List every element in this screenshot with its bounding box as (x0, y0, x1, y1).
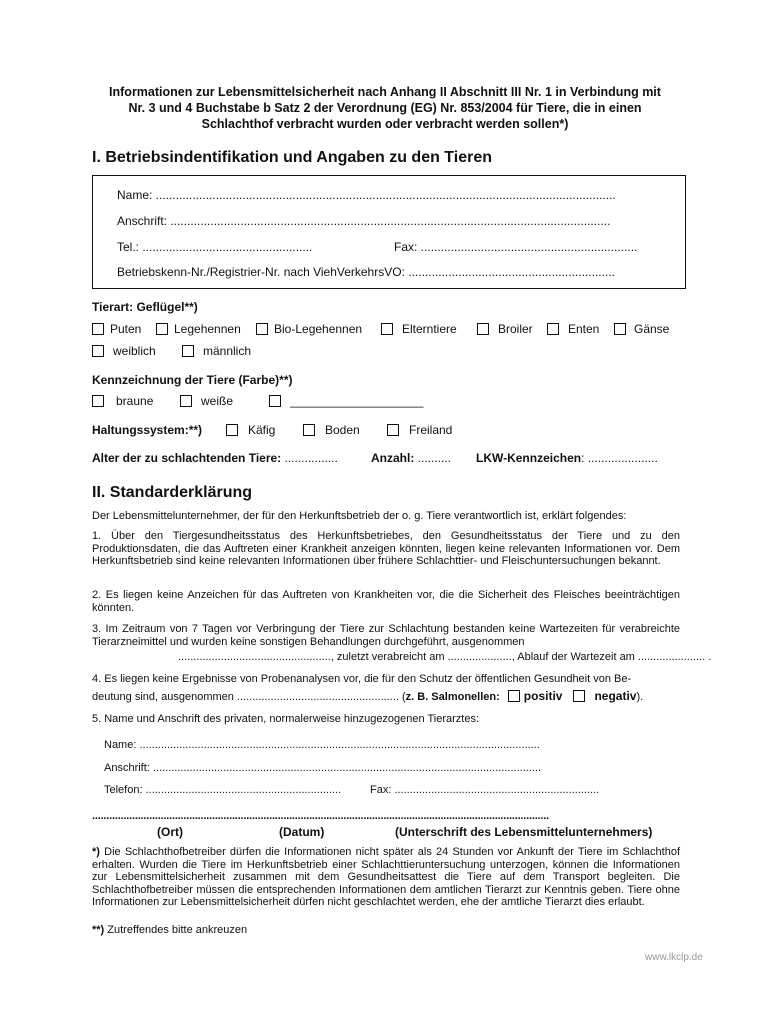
haltung-option-boden[interactable]: Boden (303, 423, 360, 437)
doc-title-line-3: Schlachthof verbracht wurden oder verbracht werden sollen*) (201, 117, 569, 131)
ort-label: (Ort) (157, 825, 183, 839)
datum-label: (Datum) (279, 825, 325, 839)
statement-4-line-1: 4. Es liegen keine Ergebnisse von Probenanalysen vor, die für den Schutz der öffentlichen Gesundheit von Be- (92, 673, 632, 685)
anschrift-field[interactable]: Anschrift: .................................................................................................................................... (117, 214, 611, 228)
salmonellen-negativ-checkbox[interactable] (573, 690, 585, 702)
footnote-2: **) Zutreffendes bitte ankreuzen (92, 924, 248, 936)
statement-3: 3. Im Zeitraum von 7 Tagen vor Verbringung der Tiere zur Schlachtung bestanden keine Wartezeiten für verabreichte Tierarzneimittel und wurden keine sonstigen Behandlungen durchgeführt, ausgenommen (92, 623, 680, 648)
checkbox-icon (180, 395, 192, 407)
checkbox-icon (477, 323, 489, 335)
vet-anschrift-field[interactable]: Anschrift: ............................................................................................................................... (104, 762, 542, 774)
section-1-heading: I. Betriebsindentifikation und Angaben zu den Tieren (92, 149, 493, 166)
checkbox-icon (547, 323, 559, 335)
kennzeichnung-option-other[interactable]: ____________________ (269, 394, 423, 408)
sex-option-weiblich[interactable]: weiblich (92, 344, 156, 358)
statement-3-fields[interactable]: .................................................., zuletzt verabreicht am ....................., Ablauf der Wartezeit am ...................... . (178, 651, 712, 663)
checkbox-icon (92, 395, 104, 407)
checkbox-icon (226, 424, 238, 436)
haltung-label: Haltungssystem:**) (92, 423, 203, 437)
tierart-option-puten[interactable]: Puten (92, 322, 141, 336)
tierart-option-enten[interactable]: Enten (547, 322, 599, 336)
checkbox-icon (256, 323, 268, 335)
section-2-heading: II. Standarderklärung (92, 484, 253, 501)
checkbox-icon (156, 323, 168, 335)
haltung-option-freiland[interactable]: Freiland (387, 423, 452, 437)
checkbox-icon (387, 424, 399, 436)
tierart-option-broiler[interactable]: Broiler (477, 322, 533, 336)
kennzeichnung-option-braune[interactable]: braune (92, 394, 153, 408)
statement-1: 1. Über den Tiergesundheitsstatus des Herkunftsbetriebes, den Gesundheitsstatus der Tiere und zu den Produktionsdaten, die das Auftreten einer Krankheit anzeigen könnten, liegen keine relevanten Informationen vor. Dem Herkunftsbetrieb sind keine relevanten Informationen über frühere Schlachttier- und Fleischuntersuchungen bekannt. (92, 530, 680, 567)
statement-4-line-2: deutung sind, ausgenommen ..................................................... (z. B. Salmonellen: positiv negativ). (92, 689, 644, 703)
checkbox-icon (381, 323, 393, 335)
section-2-intro: Der Lebensmittelunternehmer, der für den Herkunftsbetrieb der o. g. Tiere verantwortlich ist, erklärt folgendes: (92, 510, 627, 522)
vet-telefon-field[interactable]: Telefon: ................................................................ (104, 784, 342, 796)
tierart-option-elterntiere[interactable]: Elterntiere (381, 322, 457, 336)
checkbox-icon (269, 395, 281, 407)
tierart-option-bio-legehennen[interactable]: Bio-Legehennen (256, 322, 362, 336)
betriebskenn-field[interactable]: Betriebskenn-Nr./Registrier-Nr. nach ViehVerkehrsVO: .............................................................. (117, 265, 615, 279)
tierart-option-gaense[interactable]: Gänse (614, 322, 669, 336)
unterschrift-label: (Unterschrift des Lebensmittelunternehmers) (395, 825, 653, 839)
fax-field[interactable]: Fax: ................................................................. (394, 240, 638, 254)
signature-line[interactable]: ................................................................................................................................................................ (92, 810, 549, 822)
checkbox-icon (92, 323, 104, 335)
haltung-option-kaefig[interactable]: Käfig (226, 423, 275, 437)
tierart-option-legehennen[interactable]: Legehennen (156, 322, 241, 336)
anzahl-field[interactable]: Anzahl: .......... (371, 451, 452, 465)
kennzeichnung-label: Kennzeichnung der Tiere (Farbe)**) (92, 373, 293, 387)
vet-name-field[interactable]: Name: ................................................................................................................................... (104, 739, 540, 751)
checkbox-icon (182, 345, 194, 357)
name-field[interactable]: Name: .......................................................................................................................................... (117, 188, 616, 202)
alter-field[interactable]: Alter der zu schlachtenden Tiere: ................ (92, 451, 338, 465)
doc-title-line-1: Informationen zur Lebensmittelsicherheit nach Anhang II Abschnitt III Nr. 1 in Verbindung mit (109, 85, 661, 99)
sex-option-maennlich[interactable]: männlich (182, 344, 251, 358)
kennzeichnung-option-weisse[interactable]: weiße (180, 394, 233, 408)
tel-field[interactable]: Tel.: ................................................... (117, 240, 313, 254)
lkw-field[interactable]: LKW-Kennzeichen: ..................... (476, 451, 658, 465)
footnote-1: *) Die Schlachthofbetreiber dürfen die Informationen nicht später als 24 Stunden vor Ankunft der Tiere im Schlachthof erhalten. Wurden die Tiere im Herkunftsbetrieb einer Schlachttieruntersuchung unterzogen, können die Informationen zur Lebensmittelsicherheit zusammen mit dem Gesundheitsattest die Tiere auf dem Transport begleiten. Die Schlachthofbetreiber müssen die entsprechenden Informationen dem amtlichen Tierarzt zur Kenntnis geben. Tiere ohne Informationen zur Lebensmittelsicherheit dürfen nicht geschlachtet werden, ehe der amtliche Tierarzt dies erlaubt. (92, 846, 680, 908)
tierart-label: Tierart: Geflügel**) (92, 300, 198, 314)
watermark: www.lkclp.de (645, 952, 703, 963)
salmonellen-positiv-checkbox[interactable] (508, 690, 520, 702)
statement-5: 5. Name und Anschrift des privaten, normalerweise hinzugezogenen Tierarztes: (92, 713, 480, 725)
checkbox-icon (614, 323, 626, 335)
checkbox-icon (92, 345, 104, 357)
doc-title-line-2: Nr. 3 und 4 Buchstabe b Satz 2 der Verordnung (EG) Nr. 853/2004 für Tiere, die in einen (128, 101, 642, 115)
checkbox-icon (303, 424, 315, 436)
vet-fax-field[interactable]: Fax: ................................................................... (370, 784, 600, 796)
statement-2: 2. Es liegen keine Anzeichen für das Auftreten von Krankheiten vor, die die Sicherheit des Fleisches beeinträchtigen könnten. (92, 589, 680, 614)
